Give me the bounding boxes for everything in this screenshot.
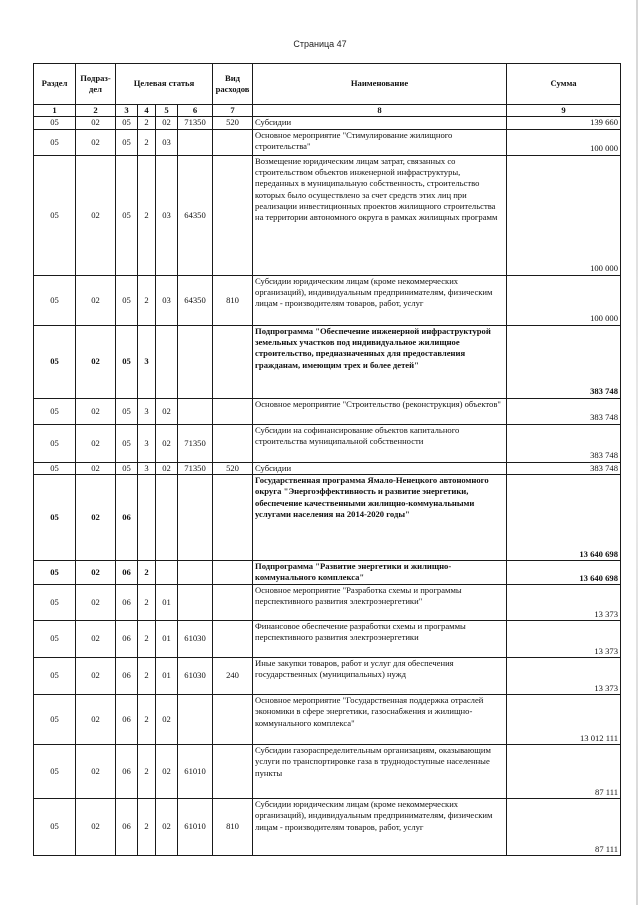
target-part1-cell: 06 — [116, 695, 138, 745]
target-part2-cell: 3 — [138, 424, 156, 462]
podrazdel-cell: 02 — [76, 475, 116, 561]
target-part3-cell: 01 — [156, 621, 178, 658]
sum-cell: 87 111 — [507, 799, 621, 856]
target-part2-cell: 2 — [138, 275, 156, 325]
podrazdel-cell: 02 — [76, 621, 116, 658]
target-part2-cell: 3 — [138, 398, 156, 424]
sum-cell: 13 373 — [507, 585, 621, 621]
target-part1-cell: 05 — [116, 398, 138, 424]
table-row — [34, 462, 621, 474]
target-part2-cell: 2 — [138, 129, 156, 155]
name-cell: Возмещение юридическим лицам затрат, связанных со строительством объектов инженерной инфраструктуры, переданных в муниципальную собственность, строительство которых было осуществлено за счет средств этих лиц при реализации инвестиционных проектов жилищного строительства на территории автономного округа в рамках жилищных программ — [253, 155, 507, 275]
podrazdel-cell: 02 — [76, 325, 116, 398]
name-cell: Основное мероприятие "Стимулирование жилищного строительства" — [253, 129, 507, 155]
index-cell: 1 — [34, 105, 76, 117]
podrazdel-cell: 02 — [76, 799, 116, 856]
table-row — [34, 695, 621, 745]
vid-cell — [213, 621, 253, 658]
index-cell: 2 — [76, 105, 116, 117]
podrazdel-cell: 02 — [76, 129, 116, 155]
name-cell: Субсидии — [253, 462, 507, 474]
target-part3-cell: 02 — [156, 799, 178, 856]
target-code-cell: 61030 — [178, 658, 213, 695]
table-row — [34, 424, 621, 462]
razdel-cell: 05 — [34, 424, 76, 462]
target-code-cell: 71350 — [178, 424, 213, 462]
target-part3-cell: 03 — [156, 275, 178, 325]
target-code-cell — [178, 695, 213, 745]
sum-cell: 13 373 — [507, 621, 621, 658]
podrazdel-cell: 02 — [76, 561, 116, 585]
target-code-cell — [178, 561, 213, 585]
target-code-cell: 64350 — [178, 275, 213, 325]
vid-cell — [213, 424, 253, 462]
razdel-cell: 05 — [34, 799, 76, 856]
target-part2-cell: 2 — [138, 745, 156, 799]
sum-cell: 100 000 — [507, 275, 621, 325]
sum-cell: 100 000 — [507, 155, 621, 275]
target-part3-cell: 02 — [156, 398, 178, 424]
target-part1-cell: 05 — [116, 155, 138, 275]
razdel-cell: 05 — [34, 475, 76, 561]
col-header-name: Наименование — [253, 64, 507, 105]
table-row — [34, 745, 621, 799]
table-row — [34, 325, 621, 398]
name-cell: Основное мероприятие "Государственная поддержка отраслей экономики в сфере энергетики, газоснабжения и жилищно-коммунального комплекса" — [253, 695, 507, 745]
sum-cell: 100 000 — [507, 129, 621, 155]
page-header: Страница 47 — [293, 39, 347, 49]
target-part3-cell: 02 — [156, 462, 178, 474]
sum-cell: 13 373 — [507, 658, 621, 695]
vid-cell — [213, 561, 253, 585]
podrazdel-cell: 02 — [76, 745, 116, 799]
sum-cell: 383 748 — [507, 424, 621, 462]
target-part2-cell: 2 — [138, 561, 156, 585]
index-row — [34, 105, 621, 117]
razdel-cell: 05 — [34, 398, 76, 424]
target-part3-cell — [156, 475, 178, 561]
sum-cell: 139 660 — [507, 117, 621, 129]
col-header-podrazdel: Подраз- дел — [76, 64, 116, 105]
target-part3-cell: 03 — [156, 129, 178, 155]
target-part2-cell: 2 — [138, 585, 156, 621]
target-part1-cell: 06 — [116, 658, 138, 695]
table-row — [34, 585, 621, 621]
table-row — [34, 561, 621, 585]
target-part3-cell: 02 — [156, 745, 178, 799]
name-cell: Основное мероприятие "Разработка схемы и программы перспективного развития электроэнергетики" — [253, 585, 507, 621]
target-code-cell: 71350 — [178, 117, 213, 129]
name-cell: Субсидии на софинансирование объектов капитального строительства муниципальной собственности — [253, 424, 507, 462]
target-code-cell — [178, 325, 213, 398]
table-row — [34, 398, 621, 424]
sum-cell: 383 748 — [507, 398, 621, 424]
sum-cell: 383 748 — [507, 325, 621, 398]
razdel-cell: 05 — [34, 695, 76, 745]
target-code-cell: 71350 — [178, 462, 213, 474]
target-part2-cell: 3 — [138, 462, 156, 474]
target-part3-cell — [156, 561, 178, 585]
razdel-cell: 05 — [34, 275, 76, 325]
col-header-sum: Сумма — [507, 64, 621, 105]
target-code-cell — [178, 398, 213, 424]
index-cell: 5 — [156, 105, 178, 117]
table-row — [34, 475, 621, 561]
name-cell: Субсидии — [253, 117, 507, 129]
name-cell: Основное мероприятие "Строительство (реконструкция) объектов" — [253, 398, 507, 424]
razdel-cell: 05 — [34, 621, 76, 658]
table-row — [34, 129, 621, 155]
target-part3-cell: 03 — [156, 155, 178, 275]
razdel-cell: 05 — [34, 462, 76, 474]
name-cell: Подпрограмма "Развитие энергетики и жилищно-коммунального комплекса" — [253, 561, 507, 585]
name-cell: Субсидии газораспределительным организациям, оказывающим услуги по транспортировке газа в труднодоступные населенные пункты — [253, 745, 507, 799]
target-part3-cell: 02 — [156, 117, 178, 129]
target-part1-cell: 06 — [116, 585, 138, 621]
podrazdel-cell: 02 — [76, 462, 116, 474]
podrazdel-cell: 02 — [76, 275, 116, 325]
vid-cell — [213, 585, 253, 621]
target-part1-cell: 06 — [116, 475, 138, 561]
target-part2-cell: 2 — [138, 155, 156, 275]
budget-table — [33, 63, 621, 856]
sum-cell: 13 640 698 — [507, 561, 621, 585]
razdel-cell: 05 — [34, 117, 76, 129]
vid-cell — [213, 745, 253, 799]
index-cell: 7 — [213, 105, 253, 117]
podrazdel-cell: 02 — [76, 424, 116, 462]
name-cell: Иные закупки товаров, работ и услуг для обеспечения государственных (муниципальных) нужд — [253, 658, 507, 695]
name-cell: Субсидии юридическим лицам (кроме некоммерческих организаций), индивидуальным предпринимателям, физическим лицам - производителям товаров, работ, услуг — [253, 275, 507, 325]
target-part2-cell — [138, 475, 156, 561]
target-part1-cell: 06 — [116, 799, 138, 856]
vid-cell: 810 — [213, 275, 253, 325]
target-part1-cell: 05 — [116, 275, 138, 325]
vid-cell — [213, 325, 253, 398]
table-row — [34, 658, 621, 695]
target-part2-cell: 2 — [138, 658, 156, 695]
vid-cell — [213, 129, 253, 155]
name-cell: Государственная программа Ямало-Ненецкого автономного округа "Энергоэффективность и развитие энергетики, обеспечение качественными жилищно-коммунальными услугами населения на 2014-2020 годы" — [253, 475, 507, 561]
vid-cell: 240 — [213, 658, 253, 695]
name-cell: Подпрограмма "Обеспечение инженерной инфраструктурой земельных участков под индивидуальное жилищное строительство, предназначенных для предоставления гражданам, имеющим трех и более детей" — [253, 325, 507, 398]
razdel-cell: 05 — [34, 325, 76, 398]
index-cell: 3 — [116, 105, 138, 117]
sum-cell: 87 111 — [507, 745, 621, 799]
vid-cell: 810 — [213, 799, 253, 856]
index-cell: 4 — [138, 105, 156, 117]
table-row — [34, 621, 621, 658]
razdel-cell: 05 — [34, 745, 76, 799]
razdel-cell: 05 — [34, 129, 76, 155]
scan-edge — [636, 0, 638, 905]
index-cell: 6 — [178, 105, 213, 117]
vid-cell: 520 — [213, 117, 253, 129]
col-header-target: Целевая статья — [116, 64, 213, 105]
name-cell: Финансовое обеспечение разработки схемы и программы перспективного развития электроэнергетики — [253, 621, 507, 658]
target-part3-cell: 02 — [156, 424, 178, 462]
vid-cell — [213, 155, 253, 275]
target-part2-cell: 2 — [138, 117, 156, 129]
col-header-vid: Вид расходов — [213, 64, 253, 105]
index-cell: 9 — [507, 105, 621, 117]
vid-cell: 520 — [213, 462, 253, 474]
podrazdel-cell: 02 — [76, 155, 116, 275]
target-part1-cell: 05 — [116, 325, 138, 398]
sum-cell: 383 748 — [507, 462, 621, 474]
podrazdel-cell: 02 — [76, 585, 116, 621]
target-part2-cell: 2 — [138, 621, 156, 658]
table-row — [34, 275, 621, 325]
target-part1-cell: 05 — [116, 117, 138, 129]
target-part1-cell: 06 — [116, 621, 138, 658]
table-row — [34, 117, 621, 129]
target-part1-cell: 05 — [116, 424, 138, 462]
podrazdel-cell: 02 — [76, 695, 116, 745]
target-part1-cell: 06 — [116, 745, 138, 799]
target-code-cell — [178, 129, 213, 155]
target-part3-cell: 02 — [156, 695, 178, 745]
target-part2-cell: 3 — [138, 325, 156, 398]
header-row — [34, 64, 621, 105]
name-cell: Субсидии юридическим лицам (кроме некоммерческих организаций), индивидуальным предпринимателям, физическим лицам - производителям товаров, работ, услуг — [253, 799, 507, 856]
target-part3-cell — [156, 325, 178, 398]
target-part1-cell: 05 — [116, 129, 138, 155]
razdel-cell: 05 — [34, 658, 76, 695]
col-header-razdel: Раздел — [34, 64, 76, 105]
target-code-cell: 61010 — [178, 745, 213, 799]
razdel-cell: 05 — [34, 585, 76, 621]
vid-cell — [213, 695, 253, 745]
target-part1-cell: 06 — [116, 561, 138, 585]
razdel-cell: 05 — [34, 561, 76, 585]
target-code-cell — [178, 585, 213, 621]
target-code-cell: 61010 — [178, 799, 213, 856]
index-cell: 8 — [253, 105, 507, 117]
razdel-cell: 05 — [34, 155, 76, 275]
target-code-cell: 64350 — [178, 155, 213, 275]
vid-cell — [213, 398, 253, 424]
sum-cell: 13 012 111 — [507, 695, 621, 745]
target-part3-cell: 01 — [156, 658, 178, 695]
target-code-cell — [178, 475, 213, 561]
podrazdel-cell: 02 — [76, 658, 116, 695]
sum-cell: 13 640 698 — [507, 475, 621, 561]
target-part1-cell: 05 — [116, 462, 138, 474]
vid-cell — [213, 475, 253, 561]
podrazdel-cell: 02 — [76, 117, 116, 129]
target-part2-cell: 2 — [138, 695, 156, 745]
table-row — [34, 155, 621, 275]
podrazdel-cell: 02 — [76, 398, 116, 424]
target-part3-cell: 01 — [156, 585, 178, 621]
table-row — [34, 799, 621, 856]
target-part2-cell: 2 — [138, 799, 156, 856]
target-code-cell: 61030 — [178, 621, 213, 658]
